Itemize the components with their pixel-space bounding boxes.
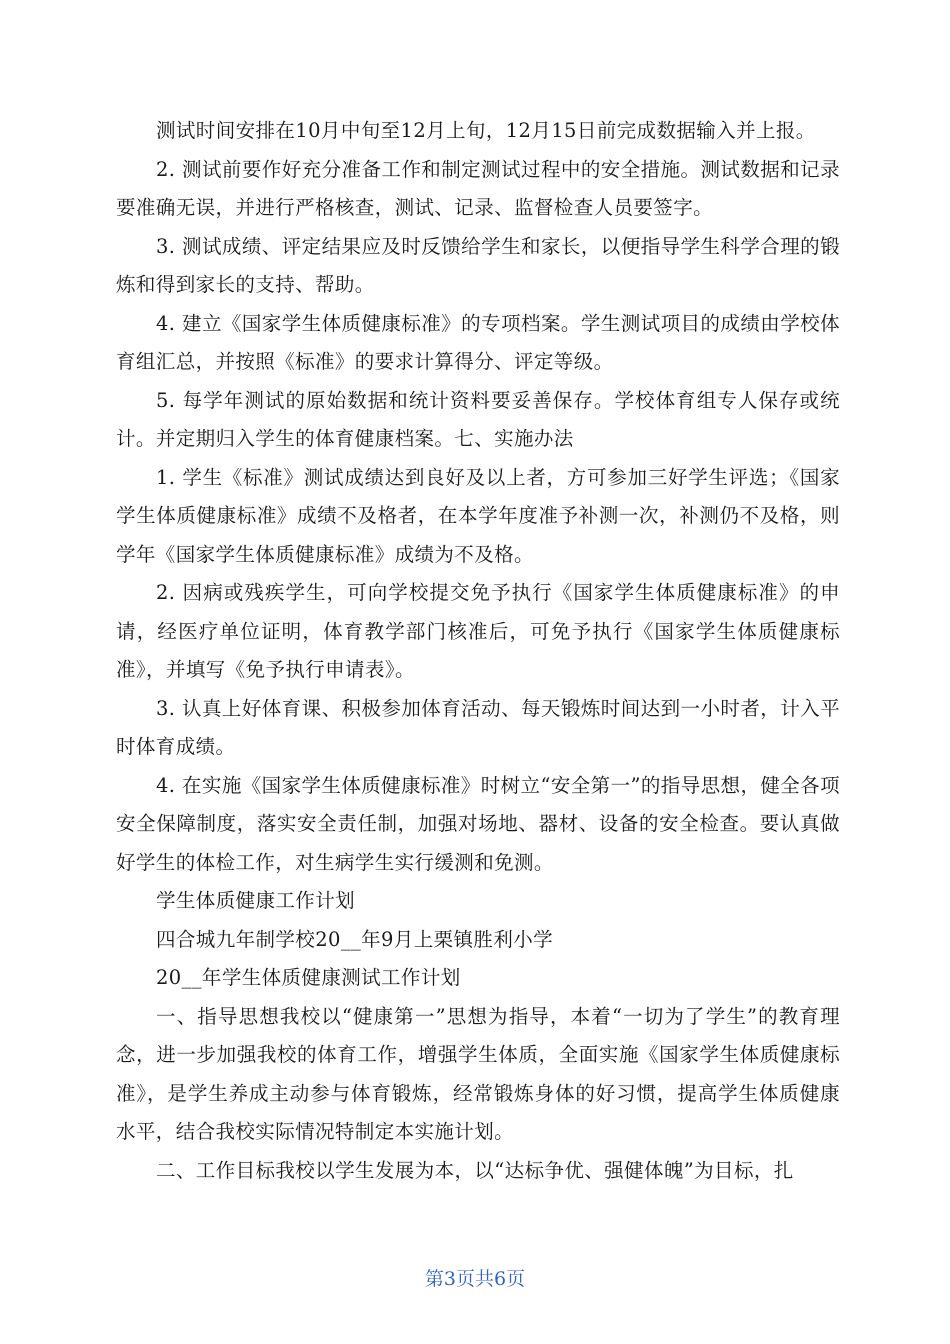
paragraph-method-2: 2. 因病或残疾学生，可向学校提交免予执行《国家学生体质健康标准》的申请，经医疗单位证明，体育教学部门核准后，可免予执行《国家学生体质健康标准》，并填写《免予执行申请表》。 (116, 581, 840, 681)
page-number-footer: 第3页共6页 (424, 1268, 526, 1290)
paragraph-school-line: 四合城九年制学校20__年9月上栗镇胜利小学 (156, 927, 554, 951)
paragraph-method-3: 3. 认真上好体育课、积极参加体育活动、每天锻炼时间达到一小时者，计入平时体育成绩。 (116, 696, 840, 758)
paragraph-plan-title: 学生体质健康工作计划 (156, 889, 356, 912)
paragraph-method-1: 1. 学生《标准》测试成绩达到良好及以上者，方可参加三好学生评选；《国家学生体质健康标准》成绩不及格者，在本学年度准予补测一次，补测仍不及格，则学年《国家学生体质健康标准》成绩为不及格。 (116, 465, 840, 566)
paragraph-item-3-feedback: 3. 测试成绩、评定结果应及时反馈给学生和家长，以便指导学生科学合理的锻炼和得到家长的支持、帮助。 (116, 234, 840, 296)
document-body (116, 112, 840, 1190)
paragraph-guiding-ideology: 一、指导思想我校以“健康第一”思想为指导，本着“一切为了学生”的教育理念，进一步加强我校的体育工作，增强学生体质，全面实施《国家学生体质健康标准》，是学生养成主动参与体育锻炼，经常锻炼身体的好习惯，提高学生体质健康水平，结合我校实际情况特制定本实施计划。 (116, 1004, 840, 1143)
paragraph-item-2-preparation: 2. 测试前要作好充分准备工作和制定测试过程中的安全措施。测试数据和记录要准确无误，并进行严格核查，测试、记录、监督检查人员要签字。 (116, 157, 840, 219)
paragraph-method-4: 4. 在实施《国家学生体质健康标准》时树立“安全第一”的指导思想，健全各项安全保障制度，落实安全责任制，加强对场地、器材、设备的安全检查。要认真做好学生的体检工作，对生病学生实行缓测和免测。 (116, 773, 840, 874)
paragraph-plan-subtitle: 20__年学生体质健康测试工作计划 (156, 966, 461, 989)
paragraph-item-4-archive: 4. 建立《国家学生体质健康标准》的专项档案。学生测试项目的成绩由学校体育组汇总，并按照《标准》的要求计算得分、评定等级。 (116, 311, 840, 373)
paragraph-work-goal: 二、工作目标我校以学生发展为本，以“达标争优、强健体魄”为目标，扎 (156, 1158, 794, 1182)
paragraph-test-schedule: 测试时间安排在10月中旬至12月上旬，12月15日前完成数据输入并上报。 (156, 119, 816, 142)
paragraph-item-5-data-storage: 5. 每学年测试的原始数据和统计资料要妥善保存。学校体育组专人保存或统计。并定期归入学生的体育健康档案。七、实施办法 (116, 388, 840, 450)
